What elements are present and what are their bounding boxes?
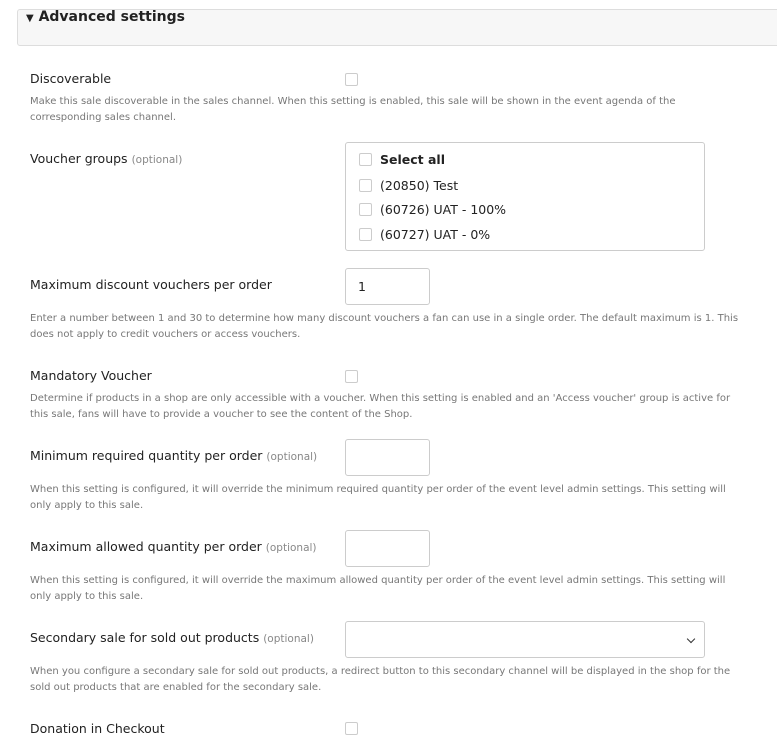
voucher-group-checkbox[interactable] — [359, 203, 372, 216]
mandatory-voucher-help: Determine if products in a shop are only accessible with a voucher. When this setting is enabled and an 'Access voucher' group is active for this sale, fans will have to provide a voucher to see the content of the Shop. — [30, 393, 731, 420]
voucher-group-label: (60726) UAT - 100% — [380, 202, 507, 217]
voucher-group-checkbox[interactable] — [359, 179, 372, 192]
optional-tag: (optional) — [263, 633, 314, 645]
caret-down-icon: ▼ — [26, 13, 34, 24]
discoverable-label: Discoverable — [30, 71, 112, 86]
optional-tag: (optional) — [265, 542, 317, 554]
voucher-group-option[interactable] — [359, 227, 490, 242]
voucher-groups-label — [30, 151, 182, 166]
label-text: Minimum required quantity per order — [30, 448, 263, 463]
secondary-sale-help: When you configure a secondary sale for sold out products, a redirect button to this secondary channel will be displayed in the shop for the sold out products that are enabled for the secondary sale. — [30, 666, 731, 693]
voucher-group-option[interactable] — [359, 178, 458, 193]
donation-label: Donation in Checkout — [30, 721, 165, 736]
voucher-group-label: (60727) UAT - 0% — [380, 227, 491, 242]
chevron-down-icon — [687, 635, 695, 643]
label-text: Maximum allowed quantity per order — [30, 539, 262, 554]
secondary-sale-label — [30, 630, 314, 645]
mandatory-voucher-checkbox[interactable] — [345, 370, 358, 383]
advanced-settings-toggle[interactable] — [26, 9, 185, 25]
select-all-checkbox[interactable] — [359, 153, 372, 166]
max-qty-help: When this setting is configured, it will override the maximum allowed quantity per order of the event level admin settings. This setting will only apply to this sale. — [30, 575, 726, 602]
max-discount-input[interactable]: 1 — [345, 268, 430, 305]
min-qty-help: When this setting is configured, it will override the minimum required quantity per order of the event level admin settings. This setting will only apply to this sale. — [30, 484, 726, 511]
min-qty-input[interactable] — [345, 439, 430, 476]
voucher-group-label: (20850) Test — [380, 178, 459, 193]
select-all-option[interactable] — [359, 152, 445, 167]
min-qty-label — [30, 448, 317, 463]
optional-tag: (optional) — [131, 154, 183, 166]
discoverable-help: Make this sale discoverable in the sales channel. When this setting is enabled, this sale will be shown in the event agenda of the corresponding sales channel. — [30, 96, 676, 123]
discoverable-checkbox[interactable] — [345, 73, 358, 86]
donation-checkbox[interactable] — [345, 722, 358, 735]
section-title: Advanced settings — [38, 9, 185, 25]
label-text: Secondary sale for sold out products — [30, 630, 260, 645]
mandatory-voucher-label: Mandatory Voucher — [30, 368, 152, 383]
optional-tag: (optional) — [266, 451, 318, 463]
label-text: Voucher groups — [30, 151, 128, 166]
max-discount-help: Enter a number between 1 and 30 to determine how many discount vouchers a fan can use in a single order. The default maximum is 1. This does not apply to credit vouchers or access vouchers. — [30, 313, 739, 340]
voucher-group-option[interactable] — [359, 202, 506, 217]
max-discount-label: Maximum discount vouchers per order — [30, 277, 272, 292]
secondary-sale-select[interactable] — [345, 621, 705, 658]
voucher-groups-list — [345, 142, 705, 251]
voucher-group-checkbox[interactable] — [359, 228, 372, 241]
select-all-label: Select all — [380, 152, 445, 167]
max-qty-input[interactable] — [345, 530, 430, 567]
max-qty-label — [30, 539, 317, 554]
